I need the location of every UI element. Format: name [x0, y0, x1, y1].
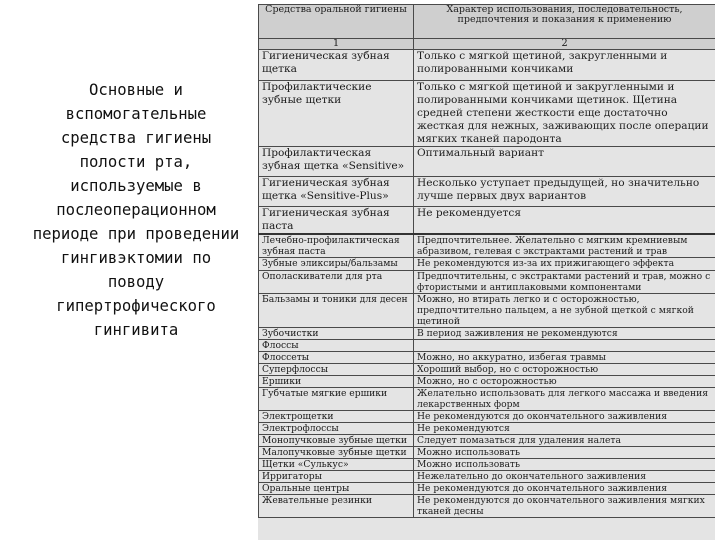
agent-cell: Гигиеническая зубная паста — [259, 207, 414, 235]
table-row — [259, 364, 716, 376]
usage-cell: Только с мягкой щетиной и закругленными и полированными кончиками щетинок. Щетина средней степени жесткости еще достаточно жесткая для нежных, заживающих после операции мягких тканей пародонта — [414, 81, 716, 147]
column-header-agents: Средства оральной гигиены — [259, 5, 414, 39]
usage-cell: Хороший выбор, но с осторожностью — [414, 364, 716, 376]
usage-cell: Не рекомендуются до окончательного заживления — [414, 411, 716, 423]
agent-cell: Ершики — [259, 376, 414, 388]
usage-cell: Только с мягкой щетиной, закругленными и полированными кончиками — [414, 50, 716, 81]
agent-cell: Зубочистки — [259, 328, 414, 340]
usage-cell: Следует помазаться для удаления налета — [414, 435, 716, 447]
table-row — [259, 340, 716, 352]
table-row — [259, 495, 716, 518]
agent-cell: Гигиеническая зубная щетка — [259, 50, 414, 81]
usage-cell: Не рекомендуются до окончательного заживления — [414, 483, 716, 495]
table-row — [259, 294, 716, 328]
usage-cell: Не рекомендуются из-за их прижигающего эффекта — [414, 258, 716, 271]
agent-cell: Малопучковые зубные щетки — [259, 447, 414, 459]
table-row — [259, 147, 716, 177]
table-row — [259, 411, 716, 423]
usage-cell: В период заживления не рекомендуются — [414, 328, 716, 340]
table-row — [259, 177, 716, 207]
usage-cell: Можно, но аккуратно, избегая травмы — [414, 352, 716, 364]
usage-cell: Желательно использовать для легкого массажа и введения лекарственных форм — [414, 388, 716, 411]
table-row — [259, 234, 716, 258]
agent-cell: Оральные центры — [259, 483, 414, 495]
agent-cell: Флоссеты — [259, 352, 414, 364]
agent-cell: Профилактическая зубная щетка «Sensitive» — [259, 147, 414, 177]
column-number: 1 — [259, 39, 414, 50]
usage-cell: Можно использовать — [414, 459, 716, 471]
table-row — [259, 459, 716, 471]
table-row — [259, 483, 716, 495]
column-header-usage: Характер использования, последовательность, предпочтения и показания к применению — [414, 5, 716, 39]
table-row — [259, 328, 716, 340]
table-row — [259, 471, 716, 483]
usage-cell: Несколько уступает предыдущей, но значительно лучше первых двух вариантов — [414, 177, 716, 207]
usage-cell: Предпочтительны, с экстрактами растений и трав, можно с фтористыми и антиплаковыми компонентами — [414, 271, 716, 294]
agent-cell: Электрощетки — [259, 411, 414, 423]
usage-cell: Можно, но с осторожностью — [414, 376, 716, 388]
agent-cell: Губчатые мягкие ершики — [259, 388, 414, 411]
agent-cell: Бальзамы и тоники для десен — [259, 294, 414, 328]
usage-cell: Не рекомендуются до окончательного заживления мягких тканей десны — [414, 495, 716, 518]
usage-cell: Можно, но втирать легко и с осторожностью, предпочтительно пальцем, а не зубной щеткой с мягкой щетиной — [414, 294, 716, 328]
table-row — [259, 376, 716, 388]
usage-cell: Оптимальный вариант — [414, 147, 716, 177]
usage-cell: Нежелательно до окончательного заживления — [414, 471, 716, 483]
scanned-table-image — [258, 4, 715, 540]
agent-cell: Жевательные резинки — [259, 495, 414, 518]
table-row — [259, 423, 716, 435]
usage-cell: Не рекомендуются — [414, 423, 716, 435]
agent-cell: Электрофлоссы — [259, 423, 414, 435]
oral-hygiene-table — [258, 4, 715, 518]
usage-cell: Не рекомендуется — [414, 207, 716, 235]
usage-cell: Предпочтительнее. Желательно с мягким кремниевым абразивом, гелевая с экстрактами растений и трав — [414, 234, 716, 258]
table-row — [259, 447, 716, 459]
agent-cell: Суперфлоссы — [259, 364, 414, 376]
table-row — [259, 271, 716, 294]
table-row — [259, 50, 716, 81]
agent-cell: Щетки «Сулькус» — [259, 459, 414, 471]
table-row — [259, 435, 716, 447]
table-row — [259, 388, 716, 411]
agent-cell: Лечебно-профилактическая зубная паста — [259, 234, 414, 258]
usage-cell — [414, 340, 716, 352]
table-row — [259, 352, 716, 364]
usage-cell: Можно использовать — [414, 447, 716, 459]
table-row — [259, 81, 716, 147]
table-row — [259, 207, 716, 235]
agent-cell: Профилактические зубные щетки — [259, 81, 414, 147]
column-number: 2 — [414, 39, 716, 50]
agent-cell: Монопучковые зубные щетки — [259, 435, 414, 447]
agent-cell: Ополаскиватели для рта — [259, 271, 414, 294]
agent-cell: Ирригаторы — [259, 471, 414, 483]
slide-caption: Основные и вспомогательные средства гигиены полости рта, используемые в послеоперационном периоде при проведении гингивэктомии по поводу гипертрофического гингивита — [32, 81, 240, 339]
agent-cell: Гигиеническая зубная щетка «Sensitive-Plus» — [259, 177, 414, 207]
table-row — [259, 258, 716, 271]
agent-cell: Зубные эликсиры/бальзамы — [259, 258, 414, 271]
agent-cell: Флоссы — [259, 340, 414, 352]
